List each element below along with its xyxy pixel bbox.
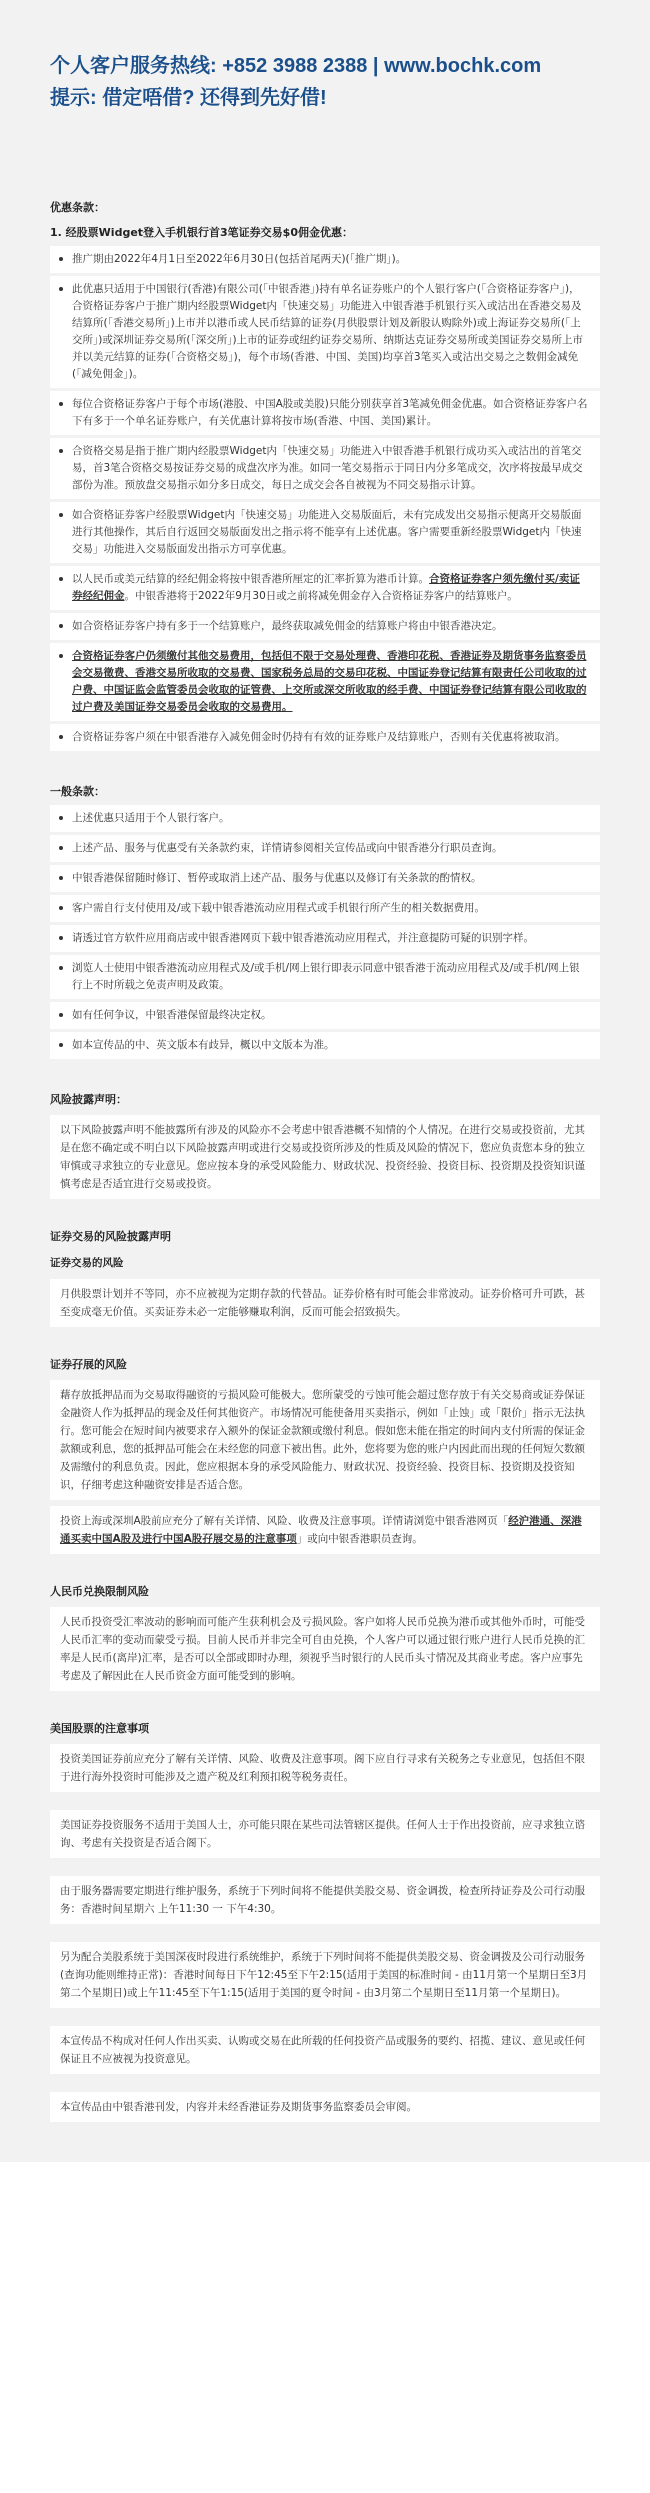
margin-risk-title: 证券孖展的风险 — [50, 1358, 127, 1371]
header-section — [0, 0, 650, 128]
offer-title: 优惠条款： — [50, 201, 105, 214]
securities-risk-subtitle: 证券交易的风险 — [50, 1257, 124, 1269]
us-notes-p2: 美国证券投资服务不适用于美国人士，亦可能只限在某些司法管辖区提供。任何人士于作出投资前，应寻求独立谘询、考虑有关投资是否适合阁下。 — [50, 1810, 600, 1858]
us-notes-p5: 本宣传品不构成对任何人作出买卖、认购或交易在此所载的任何投资产品或服务的要约、招揽、建议、意见或任何保证且不应被视为投资意见。 — [50, 2026, 600, 2074]
list-item: 此优惠只适用于中国银行(香港)有限公司(「中银香港」)持有单名证券账户的个人银行客户(「合资格证券客户」)，合资格证券客户于推广期内经股票Widget内「快速交易」功能进入中银香港手机银行买入或沽出在香港交易及结算所(「香港交易所」)上市并以港币或人民币结算的证券(月供股票计划及新股认购除外)或上海证券交易所(「上交所」)或深圳证券交易所(「深交所」)上市的证券或纽约证券交易所、纳斯达克证券交易所或美国证券交易所上市并以美元结算的证券(「合资格交易」)，每个市场(香港、中国、美国)均享首3笔买入或沽出交易之之数佣金减免(「减免佣金」)。 — [50, 276, 600, 388]
securities-risk-title: 证券交易的风险披露声明 — [50, 1230, 171, 1243]
risk-disclosure-text: 以下风险披露声明不能披露所有涉及的风险亦不会考虑中银香港概不知情的个人情况。在进行交易或投资前，尤其是在您不确定或不明白以下风险披露声明或进行交易或投资所涉及的性质及风险的情况下，您应负责您本身的独立审慎或寻求独立的专业意见。您应按本身的承受风险能力、财政状况、投资经验、投资目标、投资期及投资知识谨慎考虑是否适宜进行交易或投资。 — [50, 1115, 600, 1199]
spacer — [50, 1858, 600, 1870]
spacer — [50, 1327, 600, 1339]
spacer — [0, 128, 650, 198]
a-share-notes-link[interactable]: 经沪港通、深港通买卖中国A股及进行中国A股孖展交易的注意事项 — [60, 1515, 582, 1545]
list-item: 客户需自行支付使用及/或下载中银香港流动应用程式或手机银行所产生的相关数据费用。 — [50, 895, 600, 922]
a-share-note: 投资上海或深圳A股前应充分了解有关详情、风险、收费及注意事项。详情请浏览中银香港网页「经沪港通、深港通买卖中国A股及进行中国A股孖展交易的注意事项」或向中银香港职员查询。 — [50, 1506, 600, 1554]
list-item: 上述产品、服务与优惠受有关条款约束，详情请参阅相关宣传品或向中银香港分行职员查询。 — [50, 835, 600, 862]
spacer — [50, 1062, 600, 1074]
us-notes-p1: 投资美国证券前应充分了解有关详情、风险、收费及注意事项。阁下应自行寻求有关税务之专业意见，包括但不限于进行海外投资时可能涉及之遗产税及红利预扣税等税务责任。 — [50, 1744, 600, 1792]
list-item: 中银香港保留随时修订、暂停或取消上述产品、服务与优惠以及修订有关条款的酌情权。 — [50, 865, 600, 892]
spacer — [50, 1554, 600, 1566]
securities-risk-text: 月供股票计划并不等同，亦不应被视为定期存款的代替品。证券价格有时可能会非常波动。证券价格可升可跌，甚至变成毫无价值。买卖证券未必一定能够赚取利润，反而可能会招致损失。 — [50, 1279, 600, 1327]
terms-box — [0, 198, 650, 2162]
list-item: 合资格证券客户仍须缴付其他交易费用，包括但不限于交易处理费、香港印花税、香港证券及期货事务监察委员会交易徵费、香港交易所收取的交易费、国家税务总局的交易印花税、中国证券登记结算有限责任公司收取的过户费、中国证监会监管委员会收取的证管费、上交所或深交所收取的经手费、中国证券登记结算有限公司收取的过户费及美国证券交易委员会收取的交易费用。 — [50, 643, 600, 721]
spacer — [50, 1199, 600, 1211]
list-item: 如本宣传品的中、英文版本有歧异，概以中文版本为准。 — [50, 1032, 600, 1059]
risk-disclosure-title: 风险披露声明： — [50, 1093, 127, 1106]
list-item: 请透过官方软件应用商店或中银香港网页下载中银香港流动应用程式，并注意提防可疑的识别字样。 — [50, 925, 600, 952]
us-notes-p6: 本宣传品由中银香港刊发，内容并未经香港证券及期货事务监察委员会审阅。 — [50, 2092, 600, 2122]
us-notes-p4: 另为配合美股系统于美国深夜时段进行系统维护，系统于下列时间将不能提供美股交易、资金调拨及公司行动服务(查询功能则维持正常)：香港时间每日下午12:45至下午2:15(适用于美国的标准时间 - 由11月第一个星期日至3月第二个星期日)或上午11:45至下午1:15(适用于美国的夏令时间 - 由3月第二个星期日至11月第一个星期日)。 — [50, 1942, 600, 2008]
general-list — [50, 805, 600, 1059]
offer-list — [50, 246, 600, 751]
rmb-risk-text: 人民币投资受汇率波动的影响而可能产生获利机会及亏损风险。客户如将人民币兑换为港币或其他外币时，可能受人民币汇率的变动而蒙受亏损。目前人民币并非完全可自由兑换，个人客户可以通过银行账户进行人民币兑换的汇率是人民币(离岸)汇率，是否可以全部或即时办理，须视乎当时银行的人民币头寸情况及其商业考虑。客户应事先考虑及了解因此在人民币资金方面可能受到的影响。 — [50, 1607, 600, 1691]
list-item: 如合资格证券客户经股票Widget内「快速交易」功能进入交易版面后，未有完成发出交易指示便离开交易版面进行其他操作，其后自行返回交易版面发出之指示将不能享有上述优惠。客户需要重新经股票Widget内「快速交易」功能进入交易版面发出指示方可享优惠。 — [50, 502, 600, 563]
margin-risk-text: 藉存放抵押品而为交易取得融资的亏损风险可能极大。您所蒙受的亏蚀可能会超过您存放于有关交易商或证券保证金融资人作为抵押品的现金及任何其他资产。市场情况可能使备用买卖指示，例如「止蚀」或「限价」指示无法执行。您可能会在短时间内被要求存入额外的保证金款额或缴付利息。假如您未能在指定的时间内支付所需的保证金款额或利息，您的抵押品可能会在未经您的同意下被出售。此外，您将要为您的账户内因此而出现的任何短欠数额及需缴付的利息负责。因此，您应根据本身的承受风险能力、财政状况、投资经验、投资目标、投资期及投资知识，仔细考虑这种融资安排是否适合您。 — [50, 1380, 600, 1500]
list-item: 以人民币或美元结算的经纪佣金将按中银香港所厘定的汇率折算为港币计算。合资格证券客户须先缴付买/卖证券经纪佣金。中银香港将于2022年9月30日或之前将减免佣金存入合资格证券客户的结算账户。 — [50, 566, 600, 610]
spacer — [50, 754, 600, 766]
list-item: 如合资格证券客户持有多于一个结算账户，最终获取减免佣金的结算账户将由中银香港决定。 — [50, 613, 600, 640]
reminder-text: 提示: 借定唔借? 还得到先好借! — [50, 87, 327, 109]
list-item: 浏览人士使用中银香港流动应用程式及/或手机/网上银行即表示同意中银香港于流动应用程式及/或手机/网上银行上不时所载之免责声明及政策。 — [50, 955, 600, 999]
list-item: 如有任何争议，中银香港保留最终决定权。 — [50, 1002, 600, 1029]
list-item: 上述优惠只适用于个人银行客户。 — [50, 805, 600, 832]
list-item: 合资格证券客户须在中银香港存入减免佣金时仍持有有效的证券账户及结算账户，否则有关优惠将被取消。 — [50, 724, 600, 751]
list-item: 合资格交易是指于推广期内经股票Widget内「快速交易」功能进入中银香港手机银行成功买入或沽出的首笔交易，首3笔合资格交易按证券交易的成盘次序为准。如同一笔交易指示于同日内分多笔成交，次序将按最早成交部份为准。预放盘交易指示如分多日成交，每日之成交会各自被视为不同交易指示计算。 — [50, 438, 600, 499]
spacer — [50, 2074, 600, 2086]
list-item: 推广期由2022年4月1日至2022年6月30日(包括首尾两天)(「推广期」)。 — [50, 246, 600, 273]
us-notes-title: 美国股票的注意事项 — [50, 1722, 149, 1735]
spacer — [50, 1924, 600, 1936]
us-notes-p3: 由于服务器需要定期进行维护服务，系统于下列时间将不能提供美股交易、资金调拨，检查所持证券及公司行动服务：香港时间星期六 上午11:30 一 下午4:30。 — [50, 1876, 600, 1924]
spacer — [50, 1792, 600, 1804]
general-title: 一般条款： — [50, 785, 105, 798]
hotline-text: 个人客户服务热线: +852 3988 2388 | www.bochk.com — [50, 55, 542, 77]
offer-item-1: 1. 经股票Widget登入手机银行首3笔证券交易$0佣金优惠： — [50, 226, 353, 239]
rmb-risk-title: 人民币兑换限制风险 — [50, 1585, 149, 1598]
spacer — [50, 1691, 600, 1703]
spacer — [50, 2008, 600, 2020]
list-item: 每位合资格证券客户于每个市场(港股、中国A股或美股)只能分别获享首3笔减免佣金优惠。如合资格证券客户名下有多于一个单名证券账户，有关优惠计算将按市场(香港、中国、美国)累计。 — [50, 391, 600, 435]
